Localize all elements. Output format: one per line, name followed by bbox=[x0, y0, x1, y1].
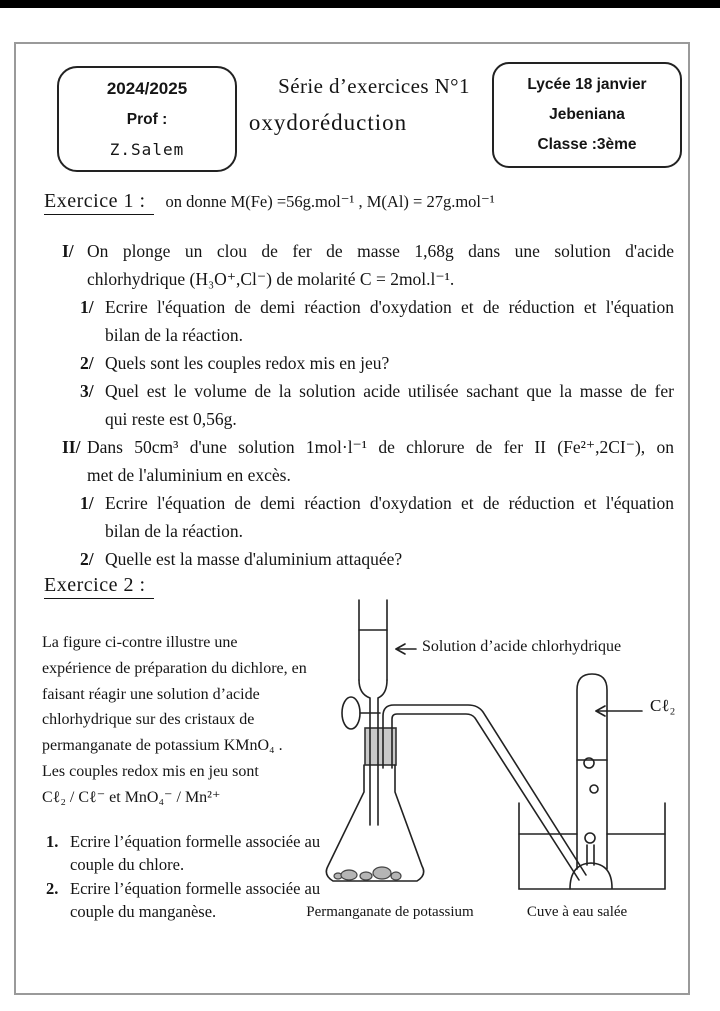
exercise1-II-q1 bbox=[80, 489, 674, 545]
exercise1-part-II bbox=[62, 433, 674, 489]
exercise1-body bbox=[62, 237, 674, 573]
page-frame bbox=[14, 42, 690, 995]
exercise2-q1 bbox=[46, 830, 338, 876]
crystals bbox=[334, 867, 401, 880]
exercise1-heading-row bbox=[44, 190, 495, 215]
item-text: Quelle est la masse d'aluminium attaquée? bbox=[105, 549, 403, 569]
item-marker: 1. bbox=[46, 832, 59, 851]
exercise1-q2 bbox=[80, 349, 674, 377]
item-text: Ecrire l’équation formelle associée au couple du chlore. bbox=[70, 832, 321, 874]
header-left-box bbox=[57, 66, 237, 172]
item-text: Ecrire l’équation formelle associée au couple du manganèse. bbox=[70, 879, 321, 921]
exercise2-questions bbox=[46, 830, 338, 924]
page-subtitle: oxydoréduction bbox=[248, 110, 408, 135]
item-text: Quels sont les couples redox mis en jeu? bbox=[105, 353, 390, 373]
test-tube bbox=[577, 674, 607, 869]
school-year: 2024/2025 bbox=[106, 79, 188, 99]
item-marker: 1/ bbox=[80, 297, 94, 317]
cl2-label-arrow bbox=[596, 706, 642, 716]
exercise2-heading-row bbox=[44, 574, 154, 599]
item-text: Dans 50cm³ d'une solution 1mol·l⁻¹ de chlorure de fer II (Fe²⁺,2CI⁻), on met de l'aluminium en excès. bbox=[87, 437, 674, 485]
item-marker: 2/ bbox=[80, 549, 94, 569]
delivery-tube bbox=[383, 705, 586, 880]
chlorine-gas-label: Cℓ₂ bbox=[650, 696, 676, 715]
exercise1-heading: Exercice 1 : bbox=[44, 190, 154, 215]
exercise1-II-q2 bbox=[80, 545, 674, 573]
scan-top-edge bbox=[0, 0, 720, 8]
exercise1-given-data: on donne M(Fe) =56g.mol⁻¹ , M(Al) = 27g.mol⁻¹ bbox=[165, 192, 495, 211]
exercise1-q1 bbox=[80, 293, 674, 349]
item-text: Ecrire l'équation de demi réaction d'oxydation et de réduction et l'équation bilan de la réaction. bbox=[105, 297, 674, 345]
item-marker: 3/ bbox=[80, 381, 94, 401]
exercise2-q2 bbox=[46, 877, 338, 923]
school-city: Jebeniana bbox=[549, 106, 625, 123]
stopcock bbox=[342, 697, 380, 729]
item-text: Ecrire l'équation de demi réaction d'oxydation et de réduction et l'équation bilan de la réaction. bbox=[105, 493, 674, 541]
prof-label: Prof : bbox=[126, 110, 168, 128]
exercise1-part-I bbox=[62, 237, 674, 293]
item-text: On plonge un clou de fer de masse 1,68g dans une solution d'acide chlorhydrique (H₃O⁺,Cl⁻) de molarité C = 2mol.l⁻¹. bbox=[87, 241, 674, 289]
school-name: Lycée 18 janvier bbox=[527, 76, 647, 93]
exercise2-heading: Exercice 2 : bbox=[44, 574, 154, 599]
item-marker: I/ bbox=[62, 241, 74, 261]
item-marker: 1/ bbox=[80, 493, 94, 513]
header-right-box bbox=[492, 62, 682, 168]
item-text: Quel est le volume de la solution acide utilisée sachant que la masse de fer qui reste est 0,56g. bbox=[105, 381, 674, 429]
exercise2-intro: La figure ci-contre illustre une expérience de préparation du dichlore, en faisant réagir une solution d’acide chlorhydrique sur des cristaux de permanganate de potassium KMnO₄ . Les couples redox mis en jeu sont Cℓ₂ / Cℓ⁻ et MnO₄⁻ / Mn²⁺ bbox=[42, 634, 307, 806]
erlenmeyer-flask bbox=[326, 765, 423, 881]
basin bbox=[519, 803, 665, 889]
class-label: Classe :3ème bbox=[537, 136, 637, 153]
item-marker: II/ bbox=[62, 437, 81, 457]
flask-caption: Permanganate de potassium bbox=[306, 904, 474, 920]
page-title: Série d’exercices N°1 bbox=[278, 74, 470, 98]
item-marker: 2/ bbox=[80, 353, 94, 373]
acid-solution-label: Solution d’acide chlorhydrique bbox=[422, 638, 622, 655]
item-marker: 2. bbox=[46, 879, 59, 898]
basin-caption: Cuve à eau salée bbox=[526, 904, 628, 920]
acid-label-arrow bbox=[396, 644, 416, 654]
experiment-figure bbox=[302, 592, 694, 944]
prof-name: Z.Salem bbox=[109, 139, 185, 159]
exercise1-q3 bbox=[80, 377, 674, 433]
